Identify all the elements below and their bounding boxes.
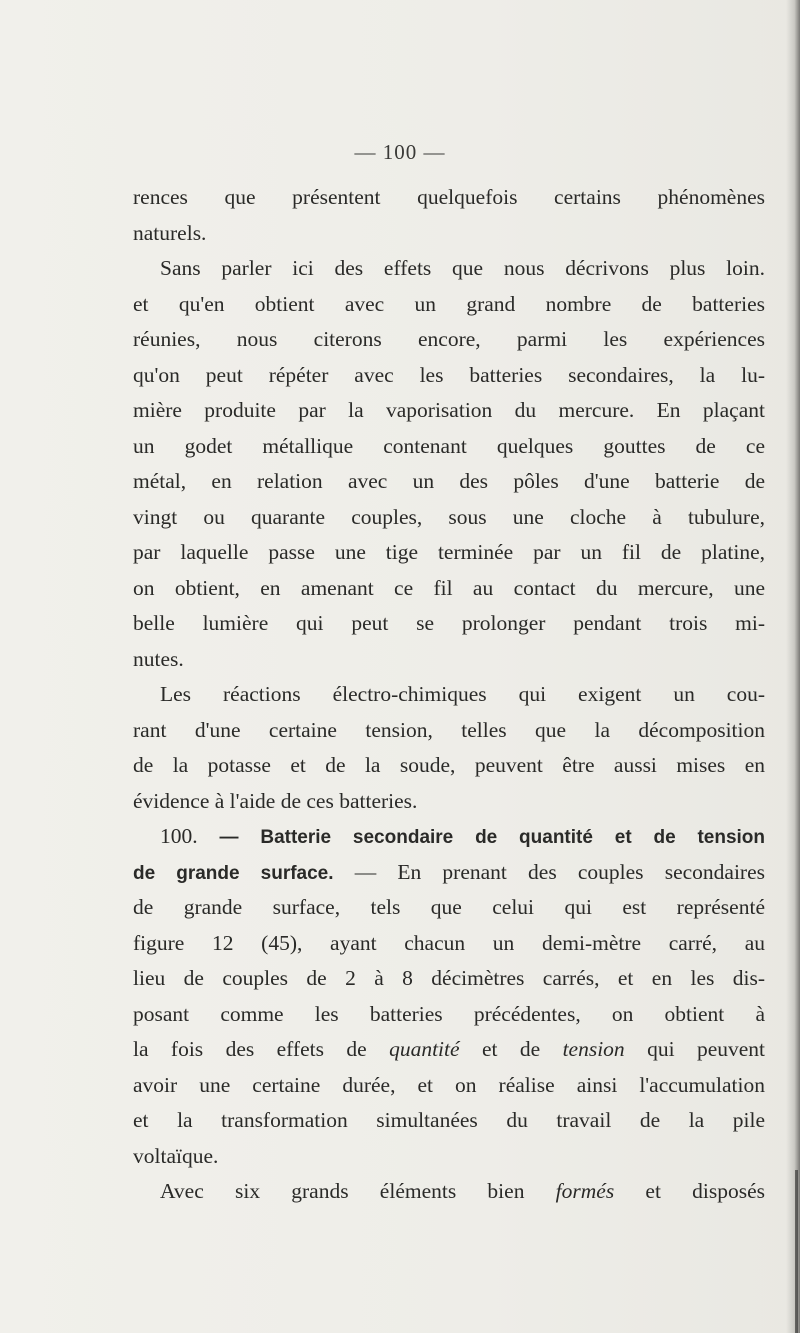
text-line: qu'on peut répéter avec les batteries secondaires, la lu- <box>133 362 765 387</box>
text-line <box>133 855 765 891</box>
body-text <box>133 180 765 1210</box>
text-line: évidence à l'aide de ces batteries. <box>133 788 418 813</box>
text-span: Avec six grands éléments bien <box>160 1179 556 1203</box>
text-line: de grande surface, tels que celui qui est représenté <box>133 895 765 919</box>
text-line: vingt ou quarante couples, sous une cloche à tubulure, <box>133 504 765 529</box>
text-line: et la transformation simultanées du travail de la pile <box>133 1108 765 1132</box>
text-line: Les réactions électro-chimiques qui exigent un cou- <box>160 682 765 706</box>
text-line: métal, en relation avec un des pôles d'une batterie de <box>133 469 765 493</box>
text-line: rences que présentent quelquefois certains phénomènes <box>133 185 765 209</box>
text-line: mière produite par la vaporisation du mercure. En plaçant <box>133 398 765 422</box>
italic-term-quantite: quantité <box>389 1037 460 1061</box>
text-line: naturels. <box>133 220 207 245</box>
text-span: qui peuvent <box>624 1037 766 1061</box>
section-title: — Batterie secondaire de quantité et de tension <box>219 827 766 848</box>
text-line: et qu'en obtient avec un grand nombre de batteries <box>133 291 765 316</box>
text-line: on obtient, en amenant ce fil au contact du mercure, une <box>133 575 765 600</box>
text-line: un godet métallique contenant quelques gouttes de ce <box>133 433 765 458</box>
text-line: figure 12 (45), ayant chacun un demi-mètre carré, au <box>133 930 765 955</box>
italic-term-formes: formés <box>555 1179 615 1203</box>
section-heading-line <box>133 819 765 855</box>
text-line <box>133 1174 765 1210</box>
page-edge-mark <box>795 1170 798 1333</box>
text-span: et disposés <box>614 1179 766 1203</box>
section-number: 100. <box>160 824 198 848</box>
text-line <box>133 1032 765 1068</box>
text-line: lieu de couples de 2 à 8 décimètres carrés, et en les dis- <box>133 966 765 990</box>
text-line: de la potasse et de la soude, peuvent être aussi mises en <box>133 753 765 777</box>
section-title-continued: de grande surface. <box>133 862 334 884</box>
text-line: avoir une certaine durée, et on réalise ainsi l'accumulation <box>133 1072 765 1097</box>
italic-term-tension: tension <box>562 1037 625 1061</box>
page-number-header: — 100 — <box>354 140 446 164</box>
page-edge-shadow <box>786 0 800 1333</box>
text-line: réunies, nous citerons encore, parmi les expériences <box>133 327 765 351</box>
text-line: par laquelle passe une tige terminée par un fil de platine, <box>133 540 765 564</box>
text-span: — En prenant des couples secondaires <box>333 859 765 884</box>
text-line: nutes. <box>133 646 184 671</box>
text-line: belle lumière qui peut se prolonger pendant trois mi- <box>133 611 765 635</box>
text-line: posant comme les batteries précédentes, on obtient à <box>133 1001 765 1026</box>
text-span: la fois des effets de <box>133 1037 390 1061</box>
text-span: et de <box>459 1037 563 1061</box>
text-line: Sans parler ici des effets que nous décrivons plus loin. <box>160 256 765 280</box>
text-line: rant d'une certaine tension, telles que la décomposition <box>133 717 765 742</box>
text-line: voltaïque. <box>133 1143 219 1168</box>
